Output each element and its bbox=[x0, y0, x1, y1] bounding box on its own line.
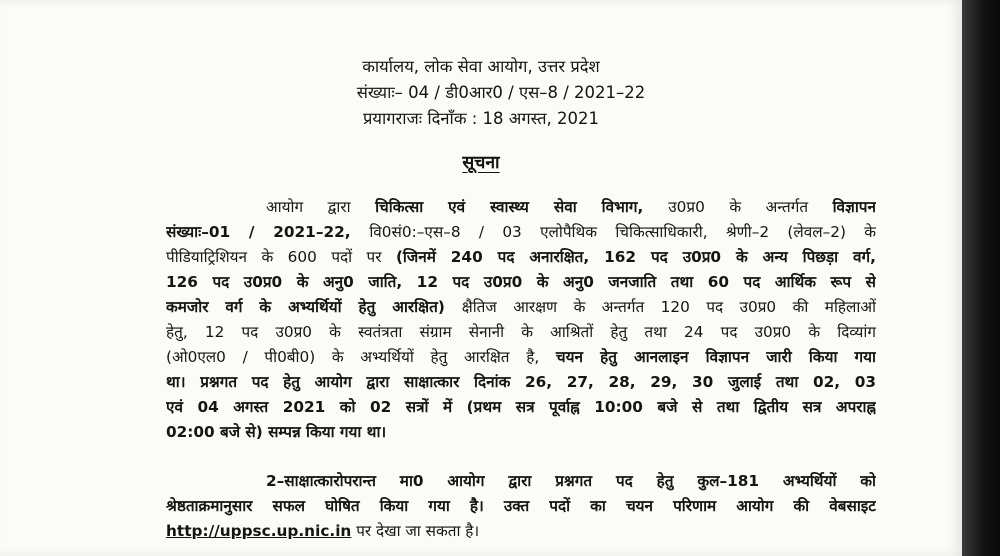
text-line: कमजोर वर्ग के अभ्यर्थियों हेतु आरक्षित) क्षैतिज आरक्षण के अन्तर्गत 120 पद उ0प्र0 की महिलाओं bbox=[166, 298, 876, 316]
place-date: प्रयागराजः दिनाँक : 18 अगस्त, 2021 bbox=[363, 109, 599, 128]
text-line: 2–साक्षात्कारोपरान्त मा0 आयोग द्वारा प्रश्नगत पद हेतु कुल–181 अभ्यर्थियों को bbox=[266, 472, 876, 490]
text-line: हेतु, 12 पद उ0प्र0 के स्वतंत्रता संग्राम सेनानी के आश्रितों हेतु तथा 24 पद उ0प्र0 के दिव्यांग bbox=[166, 323, 876, 341]
text-line: 02:00 बजे से) सम्पन्न किया गया था। bbox=[166, 423, 387, 441]
reference-number: संख्याः– 04 / डी0आर0 / एस–8 / 2021–22 bbox=[356, 83, 646, 102]
text-line: http://uppsc.up.nic.in पर देखा जा सकता है। bbox=[166, 522, 480, 540]
text-line: आयोग द्वारा चिकित्सा एवं स्वास्थ्य सेवा विभाग, उ0प्र0 के अन्तर्गत विज्ञापन bbox=[266, 198, 876, 216]
text-line: संख्याः–01 / 2021–22, वि0सं0:–एस–8 / 03 एलोपैथिक चिकित्साधिकारी, श्रेणी–2 (लेवल–2) के bbox=[166, 223, 876, 241]
office-name: कार्यालय, लोक सेवा आयोग, उत्तर प्रदेश bbox=[362, 57, 600, 76]
text-line: 126 पद उ0प्र0 के अनु0 जाति, 12 पद उ0प्र0 के अनु0 जनजाति तथा 60 पद आर्थिक रूप से bbox=[166, 273, 876, 291]
text-line: श्रेष्ठताक्रमानुसार सफल घोषित किया गया है। उक्त पदों का चयन परिणाम आयोग की वेबसाइट bbox=[166, 497, 876, 515]
notice-title: सूचना bbox=[462, 153, 500, 173]
page-edge-shadow bbox=[962, 0, 1000, 556]
text-line: था। प्रश्नगत पद हेतु आयोग द्वारा साक्षात्कार दिनांक 26, 27, 28, 29, 30 जुलाई तथा 02, 03 bbox=[166, 373, 876, 391]
website-link[interactable]: http://uppsc.up.nic.in bbox=[166, 522, 352, 540]
text-line: (ओ0एल0 / पी0बी0) के अभ्यर्थियों हेतु आरक्षित है, चयन हेतु आनलाइन विज्ञापन जारी किया गया bbox=[166, 348, 876, 366]
text-line: एवं 04 अगस्त 2021 को 02 सत्रों में (प्रथम सत्र पूर्वाह्न 10:00 बजे से तथा द्वितीय सत्र अपराह्न bbox=[166, 398, 876, 416]
text-line: पीडियाट्रिशियन के 600 पदों पर (जिनमें 240 पद अनारक्षित, 162 पद उ0प्र0 के अन्य पिछड़ा वर्ग, bbox=[166, 248, 876, 266]
